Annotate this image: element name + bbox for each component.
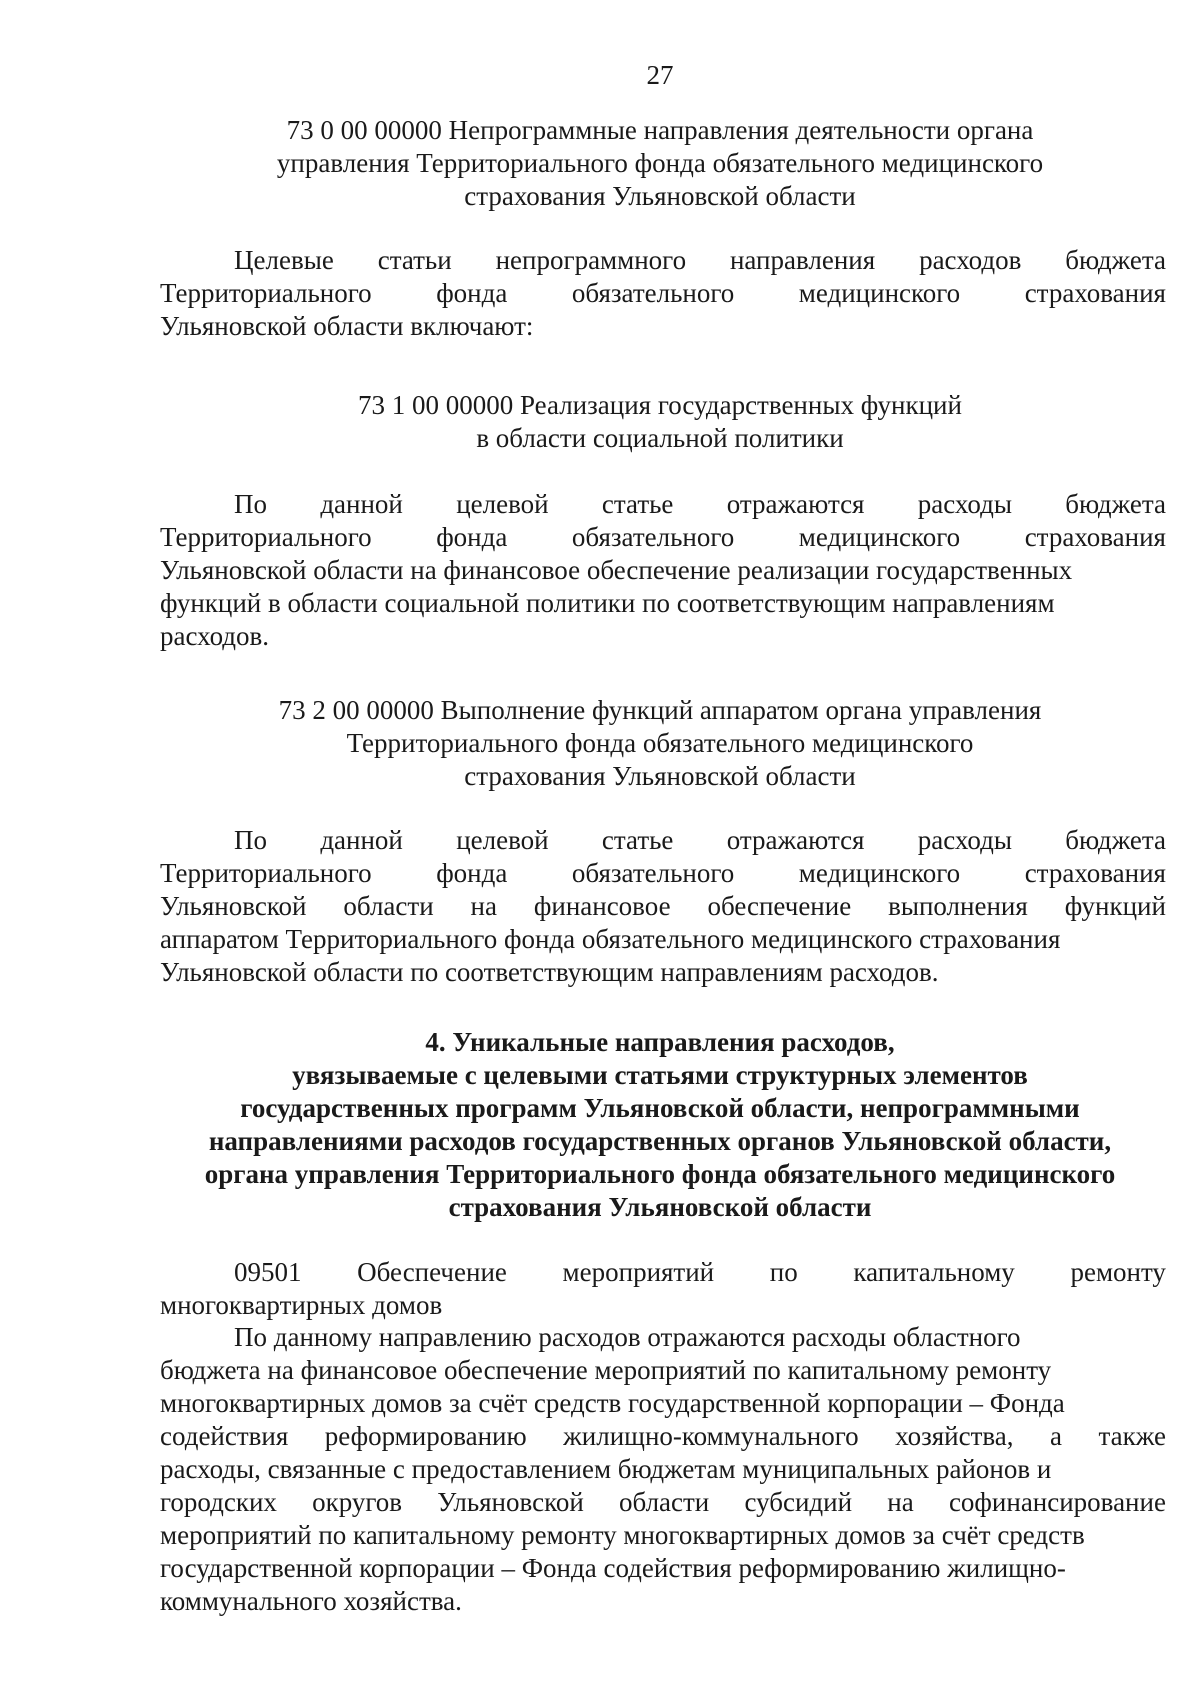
word: По: [234, 825, 267, 855]
paragraph-line: Ульяновской области включают:: [160, 311, 534, 341]
section-heading-line: в области социальной политики: [476, 423, 844, 453]
section-heading-line: 73 0 00 00000 Непрограммные направления деятельности органа: [286, 115, 1034, 145]
paragraph-line: Ульяновской области по соответствующим направлениям расходов.: [160, 957, 939, 987]
word: медицинского: [798, 858, 961, 888]
paragraph-line: [160, 521, 1166, 554]
paragraph-line: [160, 1256, 1166, 1289]
word: статьи: [377, 245, 452, 275]
heading-line: направлениями расходов государственных органов Ульяновской области,: [208, 1126, 1112, 1156]
word: мероприятий: [562, 1257, 715, 1287]
word: на: [470, 891, 497, 921]
word: выполнения: [888, 891, 1028, 921]
word: Ульяновской: [437, 1487, 584, 1517]
word: целевой: [456, 489, 549, 519]
section-heading-line: страхования Ульяновской области: [464, 181, 856, 211]
heading-line: 4. Уникальные направления расходов,: [425, 1027, 895, 1057]
word: области: [343, 891, 434, 921]
word: Территориального: [160, 522, 372, 552]
word: отражаются: [726, 825, 865, 855]
word: 09501: [234, 1257, 302, 1287]
word: статье: [601, 825, 674, 855]
paragraph-line: [160, 824, 1166, 857]
word: городских: [160, 1487, 277, 1517]
word: статье: [601, 489, 674, 519]
word: данной: [320, 825, 403, 855]
paragraph-line: [160, 1420, 1166, 1453]
word: Территориального: [160, 858, 372, 888]
word: целевой: [456, 825, 549, 855]
item-09501-body: [160, 1321, 1166, 1618]
section-heading-line: Территориального фонда обязательного медицинского: [346, 728, 974, 758]
paragraph-intro: [160, 244, 1166, 343]
heading-line: органа управления Территориального фонда обязательного медицинского: [204, 1159, 1116, 1189]
word: медицинского: [798, 278, 961, 308]
paragraph-line: функций в области социальной политики по соответствующим направлениям: [160, 588, 1055, 618]
word: хозяйства,: [895, 1421, 1014, 1451]
paragraph-line: государственной корпорации – Фонда содействия реформированию жилищно-: [160, 1553, 1066, 1583]
word: фонда: [436, 522, 508, 552]
heading-line: страхования Ульяновской области: [448, 1192, 872, 1222]
word: отражаются: [726, 489, 865, 519]
word: ремонту: [1070, 1257, 1166, 1287]
word: обеспечение: [707, 891, 852, 921]
word: фонда: [436, 858, 508, 888]
word: расходы: [917, 489, 1012, 519]
section-heading-line: страхования Ульяновской области: [464, 761, 856, 791]
section-heading-73100: [100, 389, 1200, 455]
section-heading-4: [100, 1026, 1200, 1224]
word: округов: [312, 1487, 403, 1517]
page-number: 27: [646, 60, 674, 90]
word: бюджета: [1065, 825, 1166, 855]
section-heading-73000: [100, 114, 1200, 213]
section-heading-line: 73 1 00 00000 Реализация государственных функций: [358, 390, 962, 420]
word: реформированию: [324, 1421, 527, 1451]
word: непрограммного: [495, 245, 687, 275]
word: финансовое: [533, 891, 671, 921]
word: По: [234, 489, 267, 519]
word: по: [769, 1257, 798, 1287]
paragraph-line: мероприятий по капитальному ремонту многоквартирных домов за счёт средств: [160, 1520, 1085, 1550]
word: обязательного: [571, 858, 735, 888]
section-heading-line: управления Территориального фонда обязательного медицинского: [276, 148, 1044, 178]
word: а: [1050, 1421, 1062, 1451]
word: Территориального: [160, 278, 372, 308]
word: Обеспечение: [357, 1257, 507, 1287]
word: области: [619, 1487, 710, 1517]
word: страхования: [1024, 278, 1166, 308]
heading-line: увязываемые с целевыми статьями структурных элементов: [292, 1060, 1028, 1090]
word: данной: [320, 489, 403, 519]
paragraph-line: расходов.: [160, 621, 270, 651]
paragraph-line: аппаратом Территориального фонда обязательного медицинского страхования: [160, 924, 1061, 954]
word: бюджета: [1065, 489, 1166, 519]
word: страхования: [1024, 858, 1166, 888]
word: обязательного: [571, 522, 735, 552]
word: фонда: [436, 278, 508, 308]
section-heading-line: 73 2 00 00000 Выполнение функций аппаратом органа управления: [278, 695, 1042, 725]
paragraph-line: [160, 488, 1166, 521]
word: софинансирование: [948, 1487, 1166, 1517]
paragraph-line: расходы, связанные с предоставлением бюджетам муниципальных районов и: [160, 1454, 1052, 1484]
word: направления: [729, 245, 876, 275]
paragraph-line: коммунального хозяйства.: [160, 1586, 462, 1616]
section-heading-73200: [100, 694, 1200, 793]
paragraph-line: По данному направлению расходов отражаются расходы областного: [234, 1322, 1021, 1352]
item-09501-title: [160, 1256, 1166, 1322]
paragraph-line: многоквартирных домов за счёт средств государственной корпорации – Фонда: [160, 1388, 1065, 1418]
word: жилищно-коммунального: [563, 1421, 859, 1451]
word: расходов: [919, 245, 1022, 275]
word: на: [887, 1487, 914, 1517]
paragraph-line: бюджета на финансовое обеспечение мероприятий по капитальному ремонту: [160, 1355, 1052, 1385]
word: медицинского: [798, 522, 961, 552]
word: субсидий: [744, 1487, 853, 1517]
word: бюджета: [1065, 245, 1166, 275]
paragraph-73100: [160, 488, 1166, 653]
word: расходы: [917, 825, 1012, 855]
word: Целевые: [234, 245, 334, 275]
paragraph-line: Ульяновской области на финансовое обеспечение реализации государственных: [160, 555, 1073, 585]
paragraph-line: [160, 277, 1166, 310]
paragraph-line: [160, 1486, 1166, 1519]
word: функций: [1064, 891, 1166, 921]
paragraph-line: многоквартирных домов: [160, 1290, 443, 1320]
word: обязательного: [571, 278, 735, 308]
paragraph-line: [160, 244, 1166, 277]
paragraph-line: [160, 857, 1166, 890]
word: страхования: [1024, 522, 1166, 552]
word: содействия: [160, 1421, 289, 1451]
paragraph-73200: [160, 824, 1166, 989]
heading-line: государственных программ Ульяновской области, непрограммными: [240, 1093, 1080, 1123]
word: капитальному: [853, 1257, 1015, 1287]
word: Ульяновской: [160, 891, 307, 921]
word: также: [1098, 1421, 1166, 1451]
paragraph-line: [160, 890, 1166, 923]
